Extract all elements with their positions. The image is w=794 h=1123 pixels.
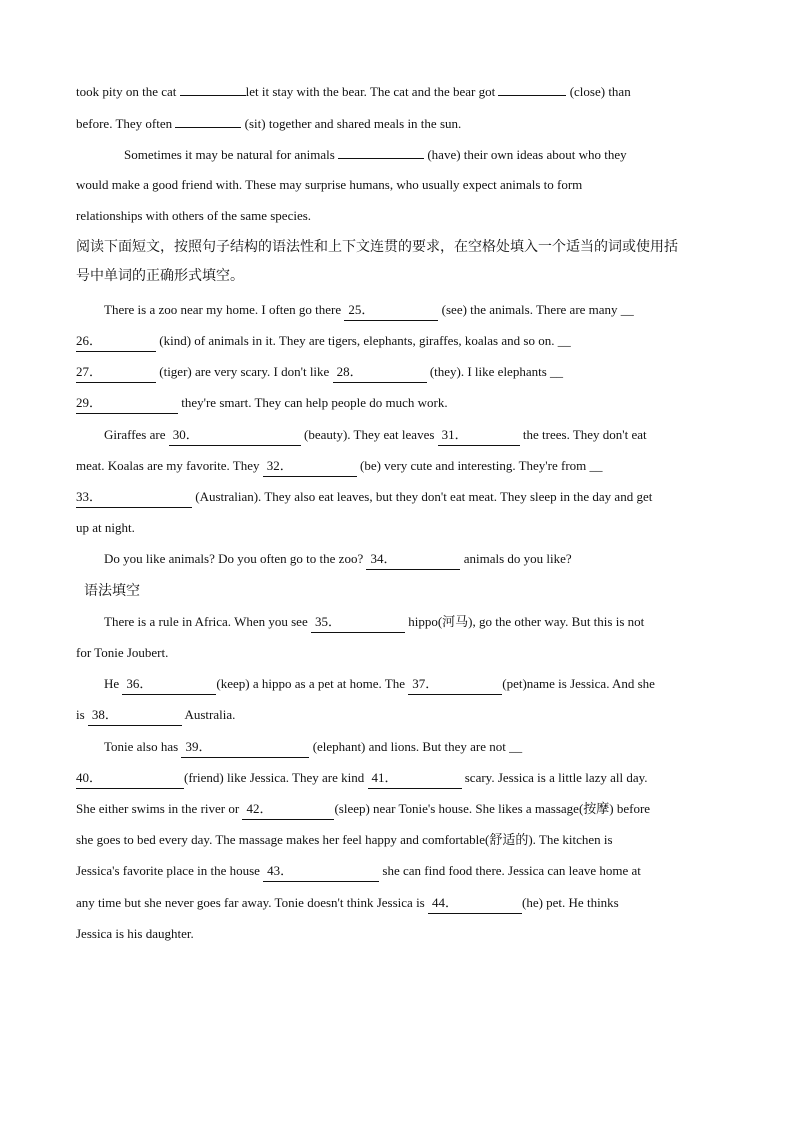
passage3-line6 [76,768,648,789]
passage2-line6 [76,456,603,477]
text: Giraffes are [104,427,166,442]
instruction-line1: 阅读下面短文，按照句子结构的语法性和上下文连贯的要求，在空格处填入一个适当的词或使用括 [76,239,678,255]
blank-number: 37． [412,676,439,691]
blank-33[interactable] [76,487,192,508]
answer-blank[interactable] [180,81,246,96]
blank-29[interactable] [76,393,178,414]
blank-38[interactable] [88,705,182,726]
text: scary. Jessica is a little lazy all day. [464,770,648,785]
text: She either swims in the river or [76,801,240,816]
blank-number: 36． [126,676,153,691]
passage3-line2: for Tonie Joubert. [76,645,169,660]
text: (sit) together and shared meals in the sun. [244,116,462,131]
blank-number: 30． [172,427,199,442]
blank-number: 43． [267,863,294,878]
blank-number: 40． [76,770,103,785]
blank-number: 27． [76,364,103,379]
text: the trees. They don't eat [522,427,647,442]
blank-34[interactable] [366,549,460,570]
passage3-line8: she goes to bed every day. The massage makes her feel happy and comfortable(舒适的). The kitchen is [76,832,613,847]
passage2-line1 [104,300,634,321]
text: Do you like animals? Do you often go to the zoo? [104,551,364,566]
text: There is a rule in Africa. When you see [104,614,308,629]
text: before. They often [76,116,173,131]
blank-30[interactable] [169,425,301,446]
text: There is a zoo near my home. I often go there [104,302,342,317]
passage3-line10 [76,893,619,914]
blank-number: 34． [370,551,397,566]
blank-42[interactable] [242,799,334,820]
passage3-line7 [76,799,650,820]
blank-37[interactable] [408,674,502,695]
blank-41[interactable] [368,768,462,789]
text: (tiger) are very scary. I don't like [159,364,330,379]
blank-39[interactable] [181,737,309,758]
text: (they). I like elephants __ [429,364,564,379]
text: (elephant) and lions. But they are not __ [312,739,523,754]
passage3-line4 [76,705,235,726]
text: let it stay with the bear. The cat and the bear got [245,84,496,99]
text: took pity on the cat [76,84,177,99]
blank-number: 33． [76,489,103,504]
text: Tonie also has [104,739,179,754]
blank-number: 31． [441,427,468,442]
passage1-line3 [124,144,627,165]
text: (beauty). They eat leaves [303,427,435,442]
text: (Australian). They also eat leaves, but they don't eat meat. They sleep in the day and get [195,489,653,504]
section-title: 语法填空 [84,583,140,599]
answer-blank[interactable] [338,144,424,159]
blank-number: 26． [76,333,103,348]
text: she can find food there. Jessica can leave home at [382,863,641,878]
text: He [104,676,120,691]
passage2-line2 [76,331,571,352]
blank-31[interactable] [438,425,520,446]
passage3-line9 [76,861,641,882]
blank-40[interactable] [76,768,184,789]
passage2-line5 [104,425,647,446]
passage2-line7 [76,487,652,508]
passage1-line1 [76,81,631,102]
blank-43[interactable] [263,861,379,882]
blank-number: 29． [76,395,103,410]
instruction-line2: 号中单词的正确形式填空。 [76,268,244,284]
passage2-line9 [104,549,572,570]
blank-36[interactable] [122,674,216,695]
text: Australia. [184,707,236,722]
blank-25[interactable] [344,300,438,321]
passage2-line4 [76,393,448,414]
text: Jessica's favorite place in the house [76,863,260,878]
text: they're smart. They can help people do much work. [181,395,448,410]
text: (have) their own ideas about who they [427,147,627,162]
answer-blank[interactable] [175,113,241,128]
blank-number: 25． [348,302,375,317]
text: Sometimes it may be natural for animals [124,147,335,162]
blank-number: 28． [336,364,363,379]
text: (friend) like Jessica. They are kind [184,770,365,785]
blank-number: 39． [185,739,212,754]
blank-number: 42． [246,801,273,816]
text: hippo(河马), go the other way. But this is not [408,614,645,629]
blank-27[interactable] [76,362,156,383]
text: (be) very cute and interesting. They're from __ [360,458,603,473]
text: (close) than [569,84,631,99]
text: (keep) a hippo as a pet at home. The [216,676,405,691]
passage1-line2 [76,113,461,134]
text: (see) the animals. There are many __ [441,302,634,317]
text: (he) pet. He thinks [521,895,619,910]
blank-32[interactable] [263,456,357,477]
text: (pet)name is Jessica. And she [502,676,655,691]
passage3-line5 [104,737,522,758]
passage2-line8: up at night. [76,520,135,535]
text: meat. Koalas are my favorite. They [76,458,260,473]
blank-44[interactable] [428,893,522,914]
passage1-line4: would make a good friend with. These may surprise humans, who usually expect animals to form [76,177,583,192]
blank-number: 32． [266,458,293,473]
answer-blank[interactable] [498,81,566,96]
text: (kind) of animals in it. They are tigers, elephants, giraffes, koalas and so on. __ [159,333,571,348]
text: (sleep) near Tonie's house. She likes a massage(按摩) before [334,801,651,816]
blank-28[interactable] [333,362,427,383]
blank-number: 35． [314,614,341,629]
text: any time but she never goes far away. Tonie doesn't think Jessica is [76,895,425,910]
blank-26[interactable] [76,331,156,352]
blank-number: 41． [371,770,398,785]
text: animals do you like? [463,551,572,566]
passage3-line1 [104,612,644,633]
blank-35[interactable] [311,612,405,633]
blank-number: 38． [91,707,118,722]
passage1-line5: relationships with others of the same species. [76,208,312,223]
blank-number: 44． [431,895,458,910]
passage3-line11: Jessica is his daughter. [76,926,194,941]
passage3-line3 [104,674,655,695]
passage2-line3 [76,362,563,383]
text: is [76,707,85,722]
